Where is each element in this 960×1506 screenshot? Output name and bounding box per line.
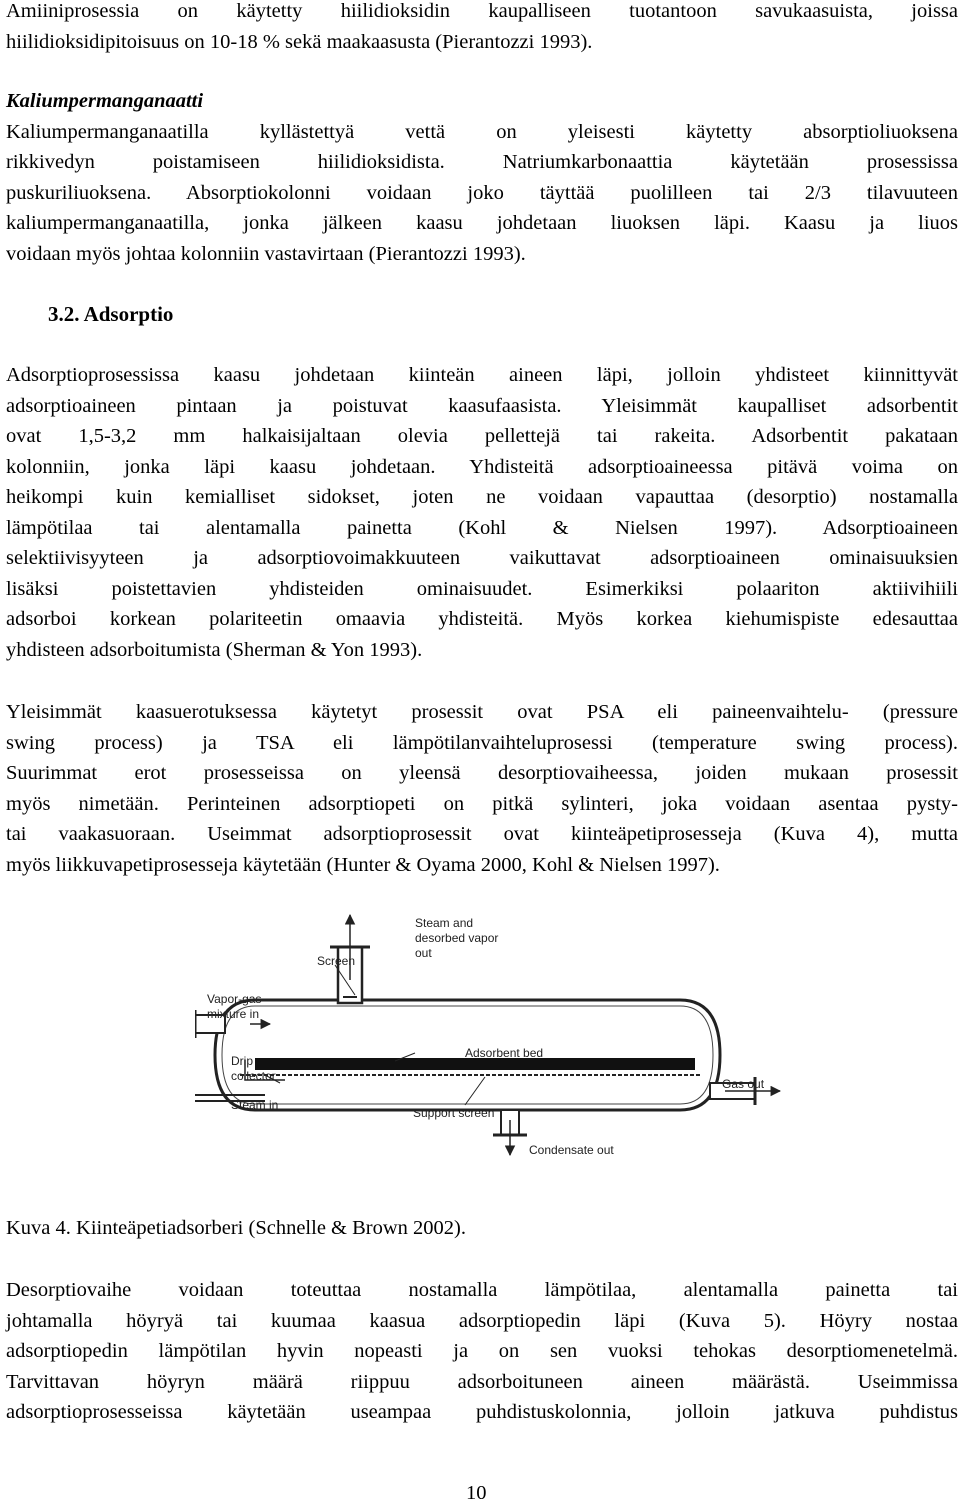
paragraph-amine-process xyxy=(6,0,958,57)
figure-fixed-bed-adsorber xyxy=(195,905,795,1175)
subheading-kaliumpermanganaatti: Kaliumpermanganaatti xyxy=(6,90,204,112)
text-line: myös liikkuvapetiprosesseja käytetään (Hunter & Oyama 2000, Kohl & Nielsen 1997). xyxy=(6,853,720,876)
text-line: adsorboi korkean polariteetin omaavia yhdisteitä. Myös korkea kiehumispiste edesauttaa xyxy=(6,608,958,630)
text-line: heikompi kuin kemialliset sidokset, joten ne voidaan vapauttaa (desorptio) nostamalla xyxy=(6,486,958,508)
text-line: swing process) ja TSA eli lämpötilanvaihteluprosessi (temperature swing process). xyxy=(6,731,958,754)
label-support-screen: Support screen xyxy=(413,1106,495,1120)
label-vapor-gas-in: mixture in xyxy=(207,1007,260,1021)
section-heading-adsorptio: 3.2. Adsorptio xyxy=(48,302,174,326)
label-steam-in: Steam in xyxy=(231,1098,279,1112)
text-line: Desorptiovaihe voidaan toteuttaa nostamalla lämpötilaa, alentamalla painetta tai xyxy=(6,1279,958,1301)
text-line: Kaliumpermanganaatilla kyllästettyä vettä on yleisesti käytetty absorptioliuoksena xyxy=(6,120,958,143)
text-line: adsorptioaineen pintaan ja poistuvat kaasufaasista. Yleisimmät kaupalliset adsorbentit xyxy=(6,394,958,417)
text-line: ovat 1,5-3,2 mm halkaisijaltaan olevia pellettejä tai rakeita. Adsorbentit pakataan xyxy=(6,425,958,447)
text-line: voidaan myös johtaa kolonniin vastavirtaan (Pierantozzi 1993). xyxy=(6,242,526,265)
text-line: Amiiniprosessia on käytetty hiilidioksidin kaupalliseen tuotantoon savukaasuista, joissa xyxy=(6,0,958,22)
label-vapor-gas-in: Vapor-gas xyxy=(207,992,262,1006)
adsorber-diagram xyxy=(195,905,795,1175)
text-line: lämpötilaa tai alentamalla painetta (Kohl & Nielsen 1997). Adsorptioaineen xyxy=(6,516,958,539)
label-steam-out: Steam and xyxy=(415,916,474,930)
label-drip-collector: Drip xyxy=(231,1054,254,1068)
text-line: lisäksi poistettavien yhdisteiden ominaisuudet. Esimerkiksi polaariton aktiivihiili xyxy=(6,577,958,600)
figure-caption: Kuva 4. Kiinteäpetiadsorberi (Schnelle & Brown 2002). xyxy=(6,1217,466,1239)
text-line: Yleisimmät kaasuerotuksessa käytetyt prosessit ovat PSA eli paineenvaihtelu- (pressure xyxy=(6,701,958,723)
text-line: johtamalla höyryä tai kuumaa kaasua adsorptiopedin läpi (Kuva 5). Höyry nostaa xyxy=(6,1309,958,1332)
paragraph-psa-tsa xyxy=(6,697,958,880)
label-steam-out: desorbed vapor xyxy=(415,931,499,945)
paragraph-adsorption xyxy=(6,360,958,665)
paragraph-desorption xyxy=(6,1275,958,1428)
text-line: Tarvittavan höyryn määrä riippuu adsorboituneen aineen määrästä. Useimmissa xyxy=(6,1370,958,1393)
text-line: puskuriliuoksena. Absorptiokolonni voidaan joko täyttää puolilleen tai 2/3 tilavuuteen xyxy=(6,181,958,204)
text-line: hiilidioksidipitoisuus on 10-18 % sekä maakaasusta (Pierantozzi 1993). xyxy=(6,30,593,53)
text-line: yhdisteen adsorboitumista (Sherman & Yon 1993). xyxy=(6,638,423,661)
label-steam-out: out xyxy=(415,946,432,960)
paragraph-potassium-permanganate xyxy=(6,86,958,269)
text-line: tai vaakasuoraan. Useimmat adsorptioprosessit ovat kiinteäpetiprosesseja (Kuva 4), mutta xyxy=(6,823,958,845)
text-line: Suurimmat erot prosesseissa on yleensä desorptiovaiheessa, joiden mukaan prosessit xyxy=(6,762,958,784)
label-screen: Screen xyxy=(317,954,356,968)
text-line: adsorptiopedin lämpötilan hyvin nopeasti ja on sen vuoksi tehokas desorptiomenetelmä. xyxy=(6,1340,958,1362)
page-number: 10 xyxy=(466,1482,487,1504)
text-line: kolonniin, jonka läpi kaasu johdetaan. Yhdisteitä adsorptioaineessa pitävä voima on xyxy=(6,455,958,478)
label-drip-collector: collector xyxy=(231,1069,276,1083)
text-line: adsorptioprosesseissa käytetään useampaa puhdistuskolonnia, jolloin jatkuva puhdistus xyxy=(6,1401,958,1423)
text-line: selektiivisyyteen ja adsorptiovoimakkuuteen vaikuttavat adsorptioaineen ominaisuuksien xyxy=(6,547,958,569)
text-line: kaliumpermanganaatilla, jonka jälkeen kaasu johdetaan liuoksen läpi. Kaasu ja liuos xyxy=(6,212,958,234)
label-gas-out: Gas out xyxy=(722,1077,765,1091)
text-line: rikkivedyn poistamiseen hiilidioksidista. Natriumkarbonaattia käytetään prosessissa xyxy=(6,151,958,173)
label-adsorbent-bed: Adsorbent bed xyxy=(465,1046,544,1060)
text-line: Adsorptioprosessissa kaasu johdetaan kiinteän aineen läpi, jolloin yhdisteet kiinnittyvät xyxy=(6,364,958,386)
label-condensate-out: Condensate out xyxy=(529,1143,614,1157)
text-line: myös nimetään. Perinteinen adsorptiopeti on pitkä sylinteri, joka voidaan asentaa pysty- xyxy=(6,792,958,815)
